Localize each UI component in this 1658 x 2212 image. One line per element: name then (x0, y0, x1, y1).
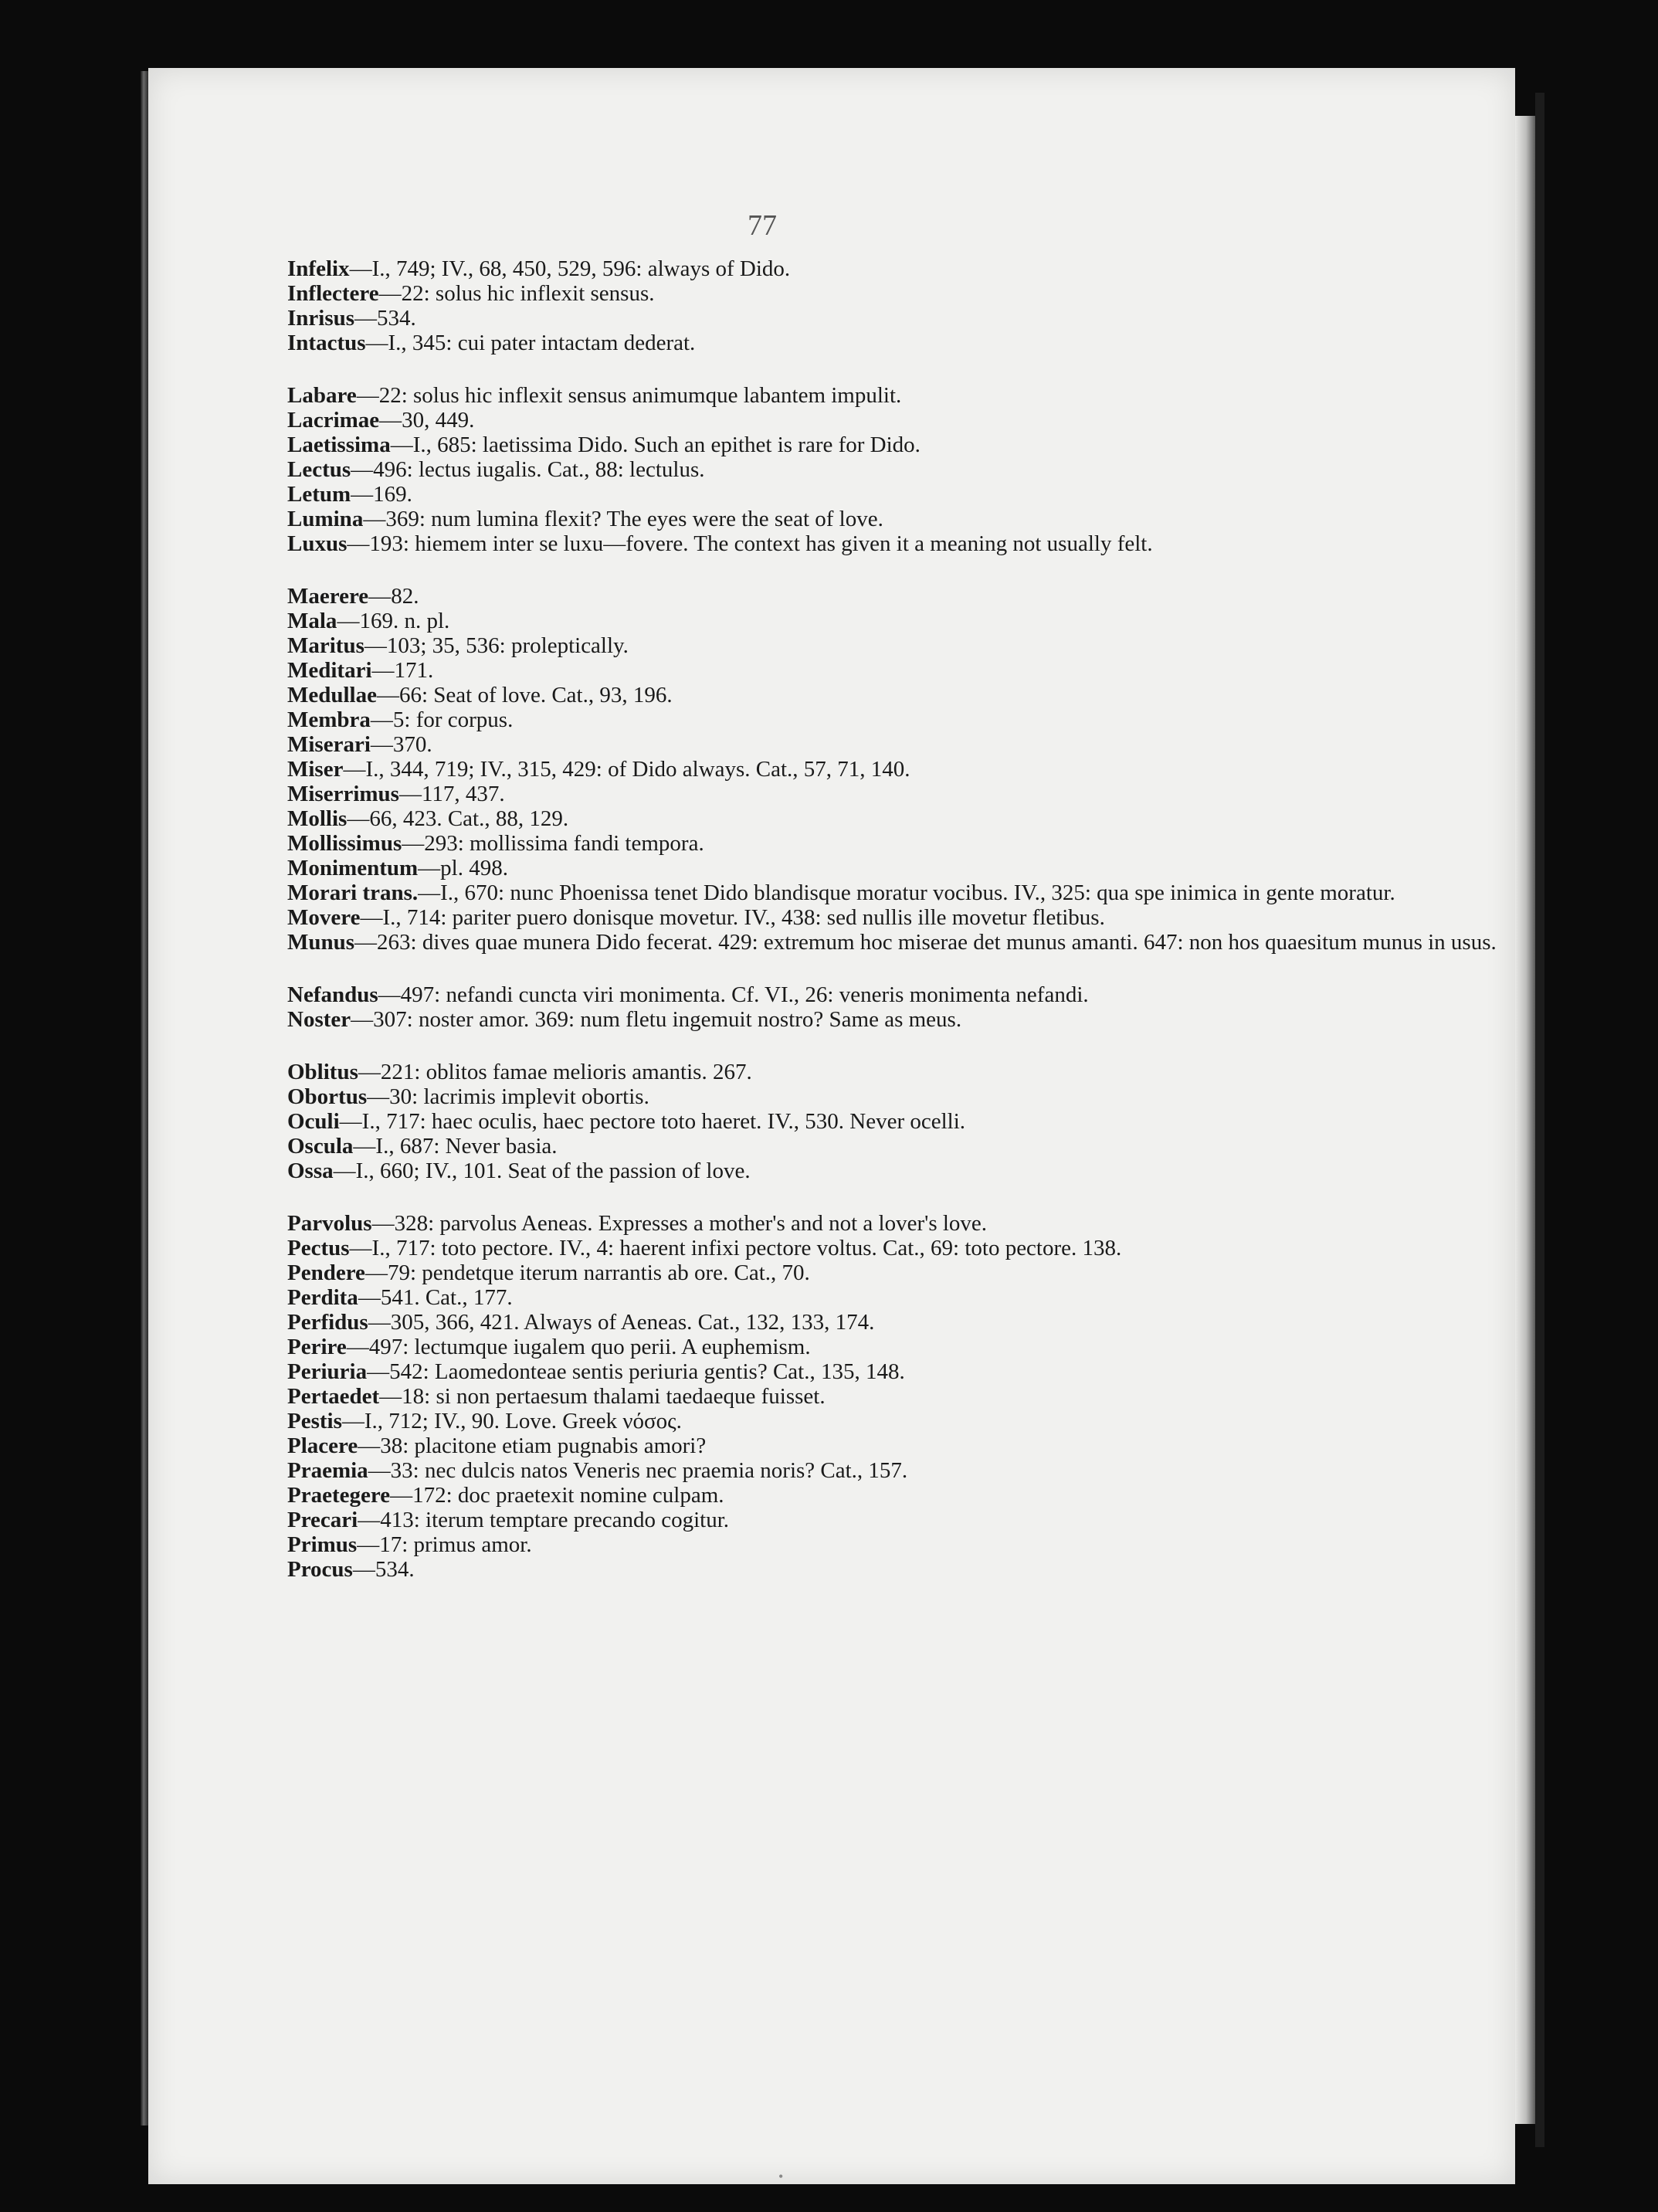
entry-headword: Noster (287, 1007, 351, 1032)
entry-text: —221: oblitos famae melioris amantis. 267. (358, 1060, 752, 1084)
entry-headword: Medullae (287, 683, 377, 707)
entry-headword: Oscula (287, 1134, 354, 1159)
glossary-entry (287, 1409, 1477, 1433)
glossary-entry (287, 331, 1477, 355)
entry-headword: Nefandus (287, 982, 378, 1007)
glossary-entry (287, 1359, 1477, 1384)
entry-text: —171. (371, 658, 434, 683)
glossary-entry (287, 732, 1477, 757)
glossary-entry (287, 1335, 1477, 1359)
entry-headword: Praemia (287, 1458, 368, 1483)
entry-headword: Precari (287, 1508, 358, 1532)
entry-headword: Primus (287, 1532, 358, 1557)
glossary-entry (287, 831, 1477, 856)
entry-text: —I., 670: nunc Phoenissa tenet Dido blandisque moratur vocibus. IV., 325: qua spe inimica in gente moratur. (418, 880, 1395, 905)
entry-text: —82. (368, 584, 419, 609)
entry-text: —18: si non pertaesum thalami taedaeque fuisset. (379, 1384, 826, 1409)
section-gap (287, 955, 1477, 982)
glossary-entry (287, 1211, 1477, 1236)
section-gap (287, 1183, 1477, 1211)
entry-headword: Infelix (287, 256, 350, 281)
glossary-entry (287, 1458, 1477, 1483)
entry-text: —534. (354, 306, 416, 331)
entry-headword: Lectus (287, 457, 351, 482)
glossary-entry (287, 609, 1477, 633)
entry-text: —293: mollissima fandi tempora. (402, 831, 704, 856)
glossary-entry (287, 1508, 1477, 1532)
glossary-entry (287, 531, 1477, 556)
glossary-entry (287, 408, 1477, 433)
entry-text: —17: primus amor. (357, 1532, 532, 1557)
glossary-entry (287, 982, 1477, 1007)
entry-headword: Laetissima (287, 433, 391, 457)
entry-text: —22: solus hic inflexit sensus animumque labantem impulit. (356, 383, 902, 408)
entry-text: —I., 749; IV., 68, 450, 529, 596: always of Dido. (349, 256, 791, 281)
glossary-entry (287, 1557, 1477, 1582)
entry-headword: Mollissimus (287, 831, 402, 856)
entry-text: —I., 344, 719; IV., 315, 429: of Dido always. Cat., 57, 71, 140. (343, 757, 910, 782)
entry-headword: Lacrimae (287, 408, 380, 433)
entry-text: —496: lectus iugalis. Cat., 88: lectulus. (351, 457, 705, 482)
entry-text: —22: solus hic inflexit sensus. (378, 281, 655, 306)
entry-headword: Morari trans. (287, 880, 419, 905)
entry-headword: Munus (287, 930, 355, 955)
glossary-entry (287, 806, 1477, 831)
entry-text: —I., 714: pariter puero donisque movetur. IV., 438: sed nullis ille movetur fletibus. (360, 905, 1105, 930)
spine-shadow (1535, 93, 1544, 2147)
entry-headword: Pestis (287, 1409, 342, 1433)
entry-headword: Miserrimus (287, 782, 399, 806)
entry-headword: Mala (287, 609, 337, 633)
glossary-entry (287, 880, 1477, 905)
glossary-entry (287, 1285, 1477, 1310)
entry-text: —30: lacrimis implevit obortis. (367, 1084, 649, 1109)
glossary-entry (287, 482, 1477, 507)
entry-text: —66: Seat of love. Cat., 93, 196. (377, 683, 673, 707)
glossary-entry (287, 757, 1477, 782)
entry-text: —I., 717: haec oculis, haec pectore toto haeret. IV., 530. Never ocelli. (339, 1109, 966, 1134)
glossary-entry (287, 1433, 1477, 1458)
entry-text: —38: placitone etiam pugnabis amori? (358, 1433, 707, 1458)
entry-headword: Intactus (287, 331, 366, 355)
entry-headword: Membra (287, 707, 371, 732)
entry-headword: Placere (287, 1433, 358, 1458)
glossary-entry (287, 905, 1477, 930)
entry-text: —263: dives quae munera Dido fecerat. 429: extremum hoc miserae det munus amanti. 647: non hos quaesitum munus in usus. (354, 930, 1497, 955)
glossary-entry (287, 584, 1477, 609)
entry-text: —5: for corpus. (370, 707, 514, 732)
glossary-entry (287, 683, 1477, 707)
section-gap (287, 1032, 1477, 1060)
entry-headword: Miser (287, 757, 344, 782)
bottom-mark: • (778, 2169, 784, 2184)
entry-text: —I., 685: laetissima Dido. Such an epithet is rare for Dido. (390, 433, 921, 457)
entry-text: —169. n. pl. (337, 609, 450, 633)
entry-text: —79: pendetque iterum narrantis ab ore. Cat., 70. (364, 1260, 810, 1285)
entry-headword: Miserari (287, 732, 371, 757)
entry-headword: Labare (287, 383, 357, 408)
glossary-entry (287, 782, 1477, 806)
entry-text: —413: iterum temptare precando cogitur. (358, 1508, 729, 1532)
glossary-entry (287, 1532, 1477, 1557)
glossary-entry (287, 457, 1477, 482)
entry-text: —497: lectumque iugalem quo perii. A euphemism. (346, 1335, 811, 1359)
glossary-entry (287, 707, 1477, 732)
entry-text: —307: noster amor. 369: num fletu ingemuit nostro? Same as meus. (351, 1007, 962, 1032)
entry-text: —370. (370, 732, 432, 757)
entry-headword: Lumina (287, 507, 364, 531)
entry-text: —172: doc praetexit nomine culpam. (390, 1483, 724, 1508)
glossary-entry (287, 658, 1477, 683)
entry-headword: Inflectere (287, 281, 379, 306)
glossary-entries (287, 256, 1497, 1582)
glossary-entry (287, 383, 1477, 408)
entry-text: —169. (351, 482, 412, 507)
entry-text: —305, 366, 421. Always of Aeneas. Cat., 132, 133, 174. (368, 1310, 875, 1335)
entry-text: —193: hiemem inter se luxu—fovere. The context has given it a meaning not usually felt. (347, 531, 1153, 556)
glossary-entry (287, 1084, 1477, 1109)
glossary-entry (287, 633, 1477, 658)
entry-headword: Maritus (287, 633, 364, 658)
entry-text: —328: parvolus Aeneas. Expresses a mother's and not a lover's love. (371, 1211, 988, 1236)
entry-headword: Pectus (287, 1236, 350, 1260)
glossary-entry (287, 306, 1477, 331)
entry-headword: Ossa (287, 1159, 334, 1183)
glossary-entry (287, 856, 1477, 880)
entry-text: —I., 687: Never basia. (353, 1134, 558, 1159)
entry-headword: Perfidus (287, 1310, 368, 1335)
glossary-entry (287, 1007, 1477, 1032)
glossary-entry (287, 256, 1477, 281)
entry-headword: Meditari (287, 658, 372, 683)
entry-headword: Periuria (287, 1359, 368, 1384)
entry-headword: Pendere (287, 1260, 365, 1285)
entry-headword: Oblitus (287, 1060, 358, 1084)
glossary-entry (287, 281, 1477, 306)
glossary-entry (287, 930, 1497, 955)
entry-headword: Maerere (287, 584, 369, 609)
entry-text: —542: Laomedonteae sentis periuria gentis? Cat., 135, 148. (367, 1359, 905, 1384)
entry-headword: Inrisus (287, 306, 355, 331)
glossary-entry (287, 1260, 1477, 1285)
entry-headword: Monimentum (287, 856, 419, 880)
glossary-entry (287, 433, 1477, 457)
entry-text: —33: nec dulcis natos Veneris nec praemia noris? Cat., 157. (368, 1458, 908, 1483)
entry-headword: Luxus (287, 531, 348, 556)
page-left-edge (141, 71, 148, 2125)
entry-text: —117, 437. (398, 782, 505, 806)
entry-text: —103; 35, 536: proleptically. (364, 633, 629, 658)
entry-text: —534. (352, 1557, 415, 1582)
entry-text: —497: nefandi cuncta viri monimenta. Cf. VI., 26: veneris monimenta nefandi. (378, 982, 1089, 1007)
glossary-entry (287, 1483, 1477, 1508)
glossary-entry (287, 1159, 1477, 1183)
book-spine (1515, 116, 1535, 2124)
entry-headword: Oculi (287, 1109, 340, 1134)
entry-headword: Perdita (287, 1285, 358, 1310)
glossary-entry (287, 1236, 1477, 1260)
entry-text: —pl. 498. (418, 856, 508, 880)
entry-headword: Mollis (287, 806, 348, 831)
glossary-entry (287, 1134, 1477, 1159)
entry-text: —I., 660; IV., 101. Seat of the passion of love. (333, 1159, 751, 1183)
section-gap (287, 556, 1477, 584)
glossary-entry (287, 1384, 1477, 1409)
entry-headword: Perire (287, 1335, 347, 1359)
entry-text: —I., 717: toto pectore. IV., 4: haerent infixi pectore voltus. Cat., 69: toto pectore. 138. (349, 1236, 1122, 1260)
entry-text: —I., 712; IV., 90. Love. Greek νόσος. (341, 1409, 682, 1433)
entry-headword: Letum (287, 482, 351, 507)
glossary-entry (287, 1109, 1477, 1134)
entry-text: —369: num lumina flexit? The eyes were the seat of love. (363, 507, 883, 531)
entry-headword: Pertaedet (287, 1384, 380, 1409)
entry-text: —I., 345: cui pater intactam dederat. (365, 331, 696, 355)
glossary-entry (287, 1310, 1477, 1335)
glossary-entry (287, 507, 1477, 531)
entry-headword: Parvolus (287, 1211, 372, 1236)
entry-headword: Praetegere (287, 1483, 391, 1508)
entry-headword: Procus (287, 1557, 353, 1582)
entry-text: —30, 449. (379, 408, 475, 433)
page-number: 77 (748, 209, 777, 242)
entry-text: —66, 423. Cat., 88, 129. (347, 806, 569, 831)
glossary-entry (287, 1060, 1477, 1084)
entry-text: —541. Cat., 177. (358, 1285, 513, 1310)
section-gap (287, 355, 1477, 383)
entry-headword: Movere (287, 905, 361, 930)
entry-headword: Obortus (287, 1084, 368, 1109)
